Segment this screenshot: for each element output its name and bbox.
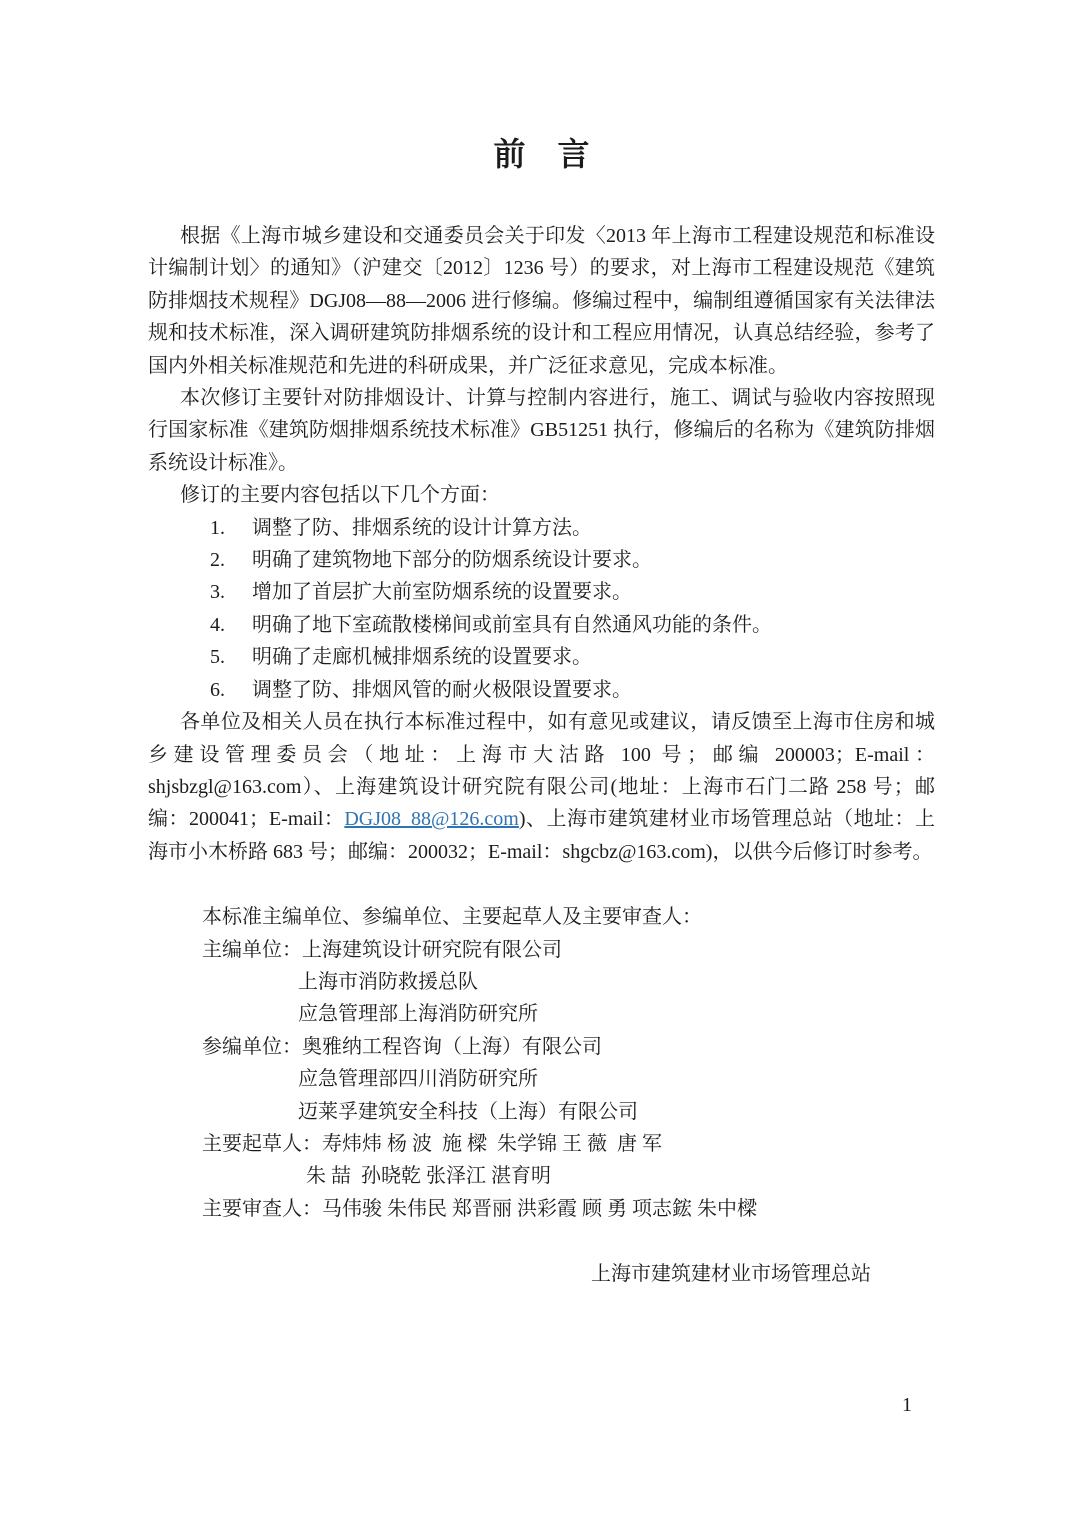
list-item-text: 明确了走廊机械排烟系统的设置要求。 [252,646,592,669]
participating-label: 参编单位： [202,1035,302,1058]
credits-intro: 本标准主编单位、参编单位、主要起草人及主要审查人： [202,906,702,929]
list-item [210,512,935,544]
participating-unit: 迈莱孚建筑安全科技（上海）有限公司 [298,1100,638,1123]
drafters-label: 主要起草人： [202,1132,322,1155]
chief-editor-unit: 应急管理部上海消防研究所 [298,1003,538,1026]
list-item-number: 3. [210,581,225,604]
email-link[interactable]: DGJ08_88@126.com [344,808,519,831]
list-item-text: 增加了首层扩大前室防烟系统的设置要求。 [252,581,632,604]
paragraph-list-intro: 修订的主要内容包括以下几个方面： [180,484,500,507]
feedback-text-after-link: )、上海市建筑建材业市场管理总站（地址：上海市小木桥路 683 号；邮编：200032；E-mail：shgcbz@163.com)，以供今后修订时参考。 [148,808,935,863]
paragraph-basis: 根据《上海市城乡建设和交通委员会关于印发〈2013 年上海市工程建设规范和标准设计编制计划〉的通知》（沪建交〔2012〕1236 号）的要求，对上海市工程建设规范《建筑防排烟技术规程》DGJ08—88—2006 进行修编。修编过程中，编制组遵循国家有关法律法规和技术标准，深入调研建筑防排烟系统的设计和工程应用情况，认真总结经验，参考了国内外相关标准规范和先进的科研成果，并广泛征求意见，完成本标准。 [148,225,935,377]
list-item [210,544,935,576]
page-title: 前 言 [493,136,590,172]
list-item [210,641,935,673]
list-item-text: 调整了防、排烟风管的耐火极限设置要求。 [252,678,632,701]
chief-editor-unit: 上海建筑设计研究院有限公司 [302,938,562,961]
page-content [148,0,935,1291]
reviewers-label: 主要审查人： [202,1197,322,1220]
list-item-number: 5. [210,646,225,669]
list-item-number: 1. [210,516,225,539]
drafters-row [202,1128,935,1160]
drafters-names: 朱 喆 孙晓乾 张泽江 湛育明 [306,1165,551,1188]
paragraph-feedback [148,706,935,868]
list-item [210,609,935,641]
chief-editor-label: 主编单位： [202,938,302,961]
list-item-number: 4. [210,613,225,636]
reviewers-row [202,1193,935,1225]
list-item [210,576,935,608]
reviewers-names: 马伟骏 朱伟民 郑晋丽 洪彩霞 顾 勇 项志鋐 朱中樑 [322,1197,757,1220]
chief-editor-row [202,934,935,966]
list-item-number: 2. [210,549,225,572]
issuing-organization: 上海市建筑建材业市场管理总站 [591,1263,871,1286]
list-item [210,674,935,706]
participating-row [202,1031,935,1063]
participating-unit: 奥雅纳工程咨询（上海）有限公司 [302,1035,602,1058]
drafters-names: 寿炜炜 杨 波 施 樑 朱学锦 王 薇 唐 军 [322,1132,662,1155]
list-item-text: 调整了防、排烟系统的设计计算方法。 [252,516,592,539]
paragraph-revision-scope: 本次修订主要针对防排烟设计、计算与控制内容进行，施工、调试与验收内容按照现行国家标准《建筑防烟排烟系统技术标准》GB51251 执行，修编后的名称为《建筑防排烟系统设计标准》。 [148,387,935,474]
list-item-text: 明确了建筑物地下部分的防烟系统设计要求。 [252,549,652,572]
chief-editor-unit: 上海市消防救援总队 [298,970,478,993]
participating-unit: 应急管理部四川消防研究所 [298,1068,538,1091]
feedback-text-before-link: 各单位及相关人员在执行本标准过程中，如有意见或建议，请反馈至上海市住房和城乡建设管理委员会（地址：上海市大沽路 100 号；邮编 200003；E-mail：shjsbzgl@163.com）、上海建筑设计研究院有限公司(地址：上海市石门二路 258 号；邮编：200041；E-mail： [148,711,935,831]
list-item-text: 明确了地下室疏散楼梯间或前室具有自然通风功能的条件。 [252,613,772,636]
page-number: 1 [902,1394,912,1416]
list-item-number: 6. [210,678,225,701]
